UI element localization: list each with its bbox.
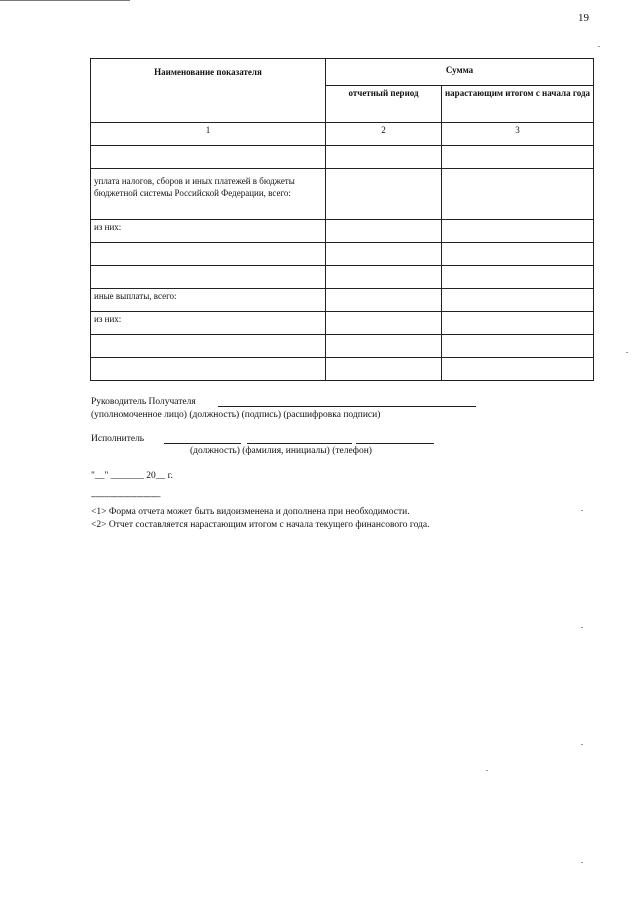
cell xyxy=(442,243,594,266)
column-number-3: 3 xyxy=(442,123,594,146)
row-label: из них: xyxy=(91,312,326,335)
head-signature-captions: (уполномоченное лицо) (должность) (подпись) (расшифровка подписи) xyxy=(91,410,381,420)
cell xyxy=(326,358,442,381)
cell xyxy=(442,266,594,289)
cell xyxy=(326,220,442,243)
page-number: 19 xyxy=(578,12,589,24)
cell xyxy=(442,220,594,243)
header-cumulative: нарастающим итогом с начала года xyxy=(442,86,594,123)
table-row xyxy=(91,220,594,243)
cell xyxy=(442,289,594,312)
executor-position-line xyxy=(164,443,241,444)
row-label xyxy=(91,335,326,358)
head-signature-label: Руководитель Получателя xyxy=(91,397,196,407)
cell xyxy=(442,312,594,335)
cell xyxy=(326,169,442,220)
head-signature-line xyxy=(218,406,476,407)
cell xyxy=(442,169,594,220)
cell xyxy=(326,312,442,335)
table-row xyxy=(91,335,594,358)
table-row xyxy=(91,243,594,266)
table-row xyxy=(91,312,594,335)
column-number-1: 1 xyxy=(91,123,326,146)
table-row xyxy=(91,289,594,312)
footnote-1: <1> Форма отчета может быть видоизменена и дополнена при необходимости. xyxy=(91,507,410,517)
header-row xyxy=(91,59,594,86)
table-row xyxy=(91,266,594,289)
report-table xyxy=(90,58,594,381)
row-label: из них: xyxy=(91,220,326,243)
cell xyxy=(442,146,594,169)
row-label xyxy=(91,358,326,381)
executor-label: Исполнитель xyxy=(91,434,145,444)
column-number-2: 2 xyxy=(326,123,442,146)
row-label: иные выплаты, всего: xyxy=(91,289,326,312)
header-indicator-name: Наименование показателя xyxy=(91,59,326,123)
row-label xyxy=(91,266,326,289)
cell xyxy=(326,289,442,312)
cell xyxy=(326,335,442,358)
cell xyxy=(326,266,442,289)
cell xyxy=(326,243,442,266)
column-number-row xyxy=(91,123,594,146)
date-line: "__" _______ 20__ г. xyxy=(91,471,173,481)
header-sum: Сумма xyxy=(326,59,594,86)
cell xyxy=(326,146,442,169)
table-row xyxy=(91,146,594,169)
executor-captions: (должность) (фамилия, инициалы) (телефон) xyxy=(190,446,372,456)
executor-name-line xyxy=(247,443,352,444)
cell xyxy=(442,358,594,381)
row-label xyxy=(91,146,326,169)
footnote-2: <2> Отчет составляется нарастающим итогом с начала текущего финансового года. xyxy=(91,520,430,530)
header-reporting-period: отчетный период xyxy=(326,86,442,123)
table-row xyxy=(91,169,594,220)
row-label xyxy=(91,243,326,266)
executor-phone-line xyxy=(356,443,434,444)
footnote-separator: -------------------------------- xyxy=(91,492,161,501)
top-edge-line xyxy=(0,0,130,1)
table-row xyxy=(91,358,594,381)
cell xyxy=(442,335,594,358)
row-label: уплата налогов, сборов и иных платежей в бюджеты бюджетной системы Российской Федерации, всего: xyxy=(91,169,326,220)
